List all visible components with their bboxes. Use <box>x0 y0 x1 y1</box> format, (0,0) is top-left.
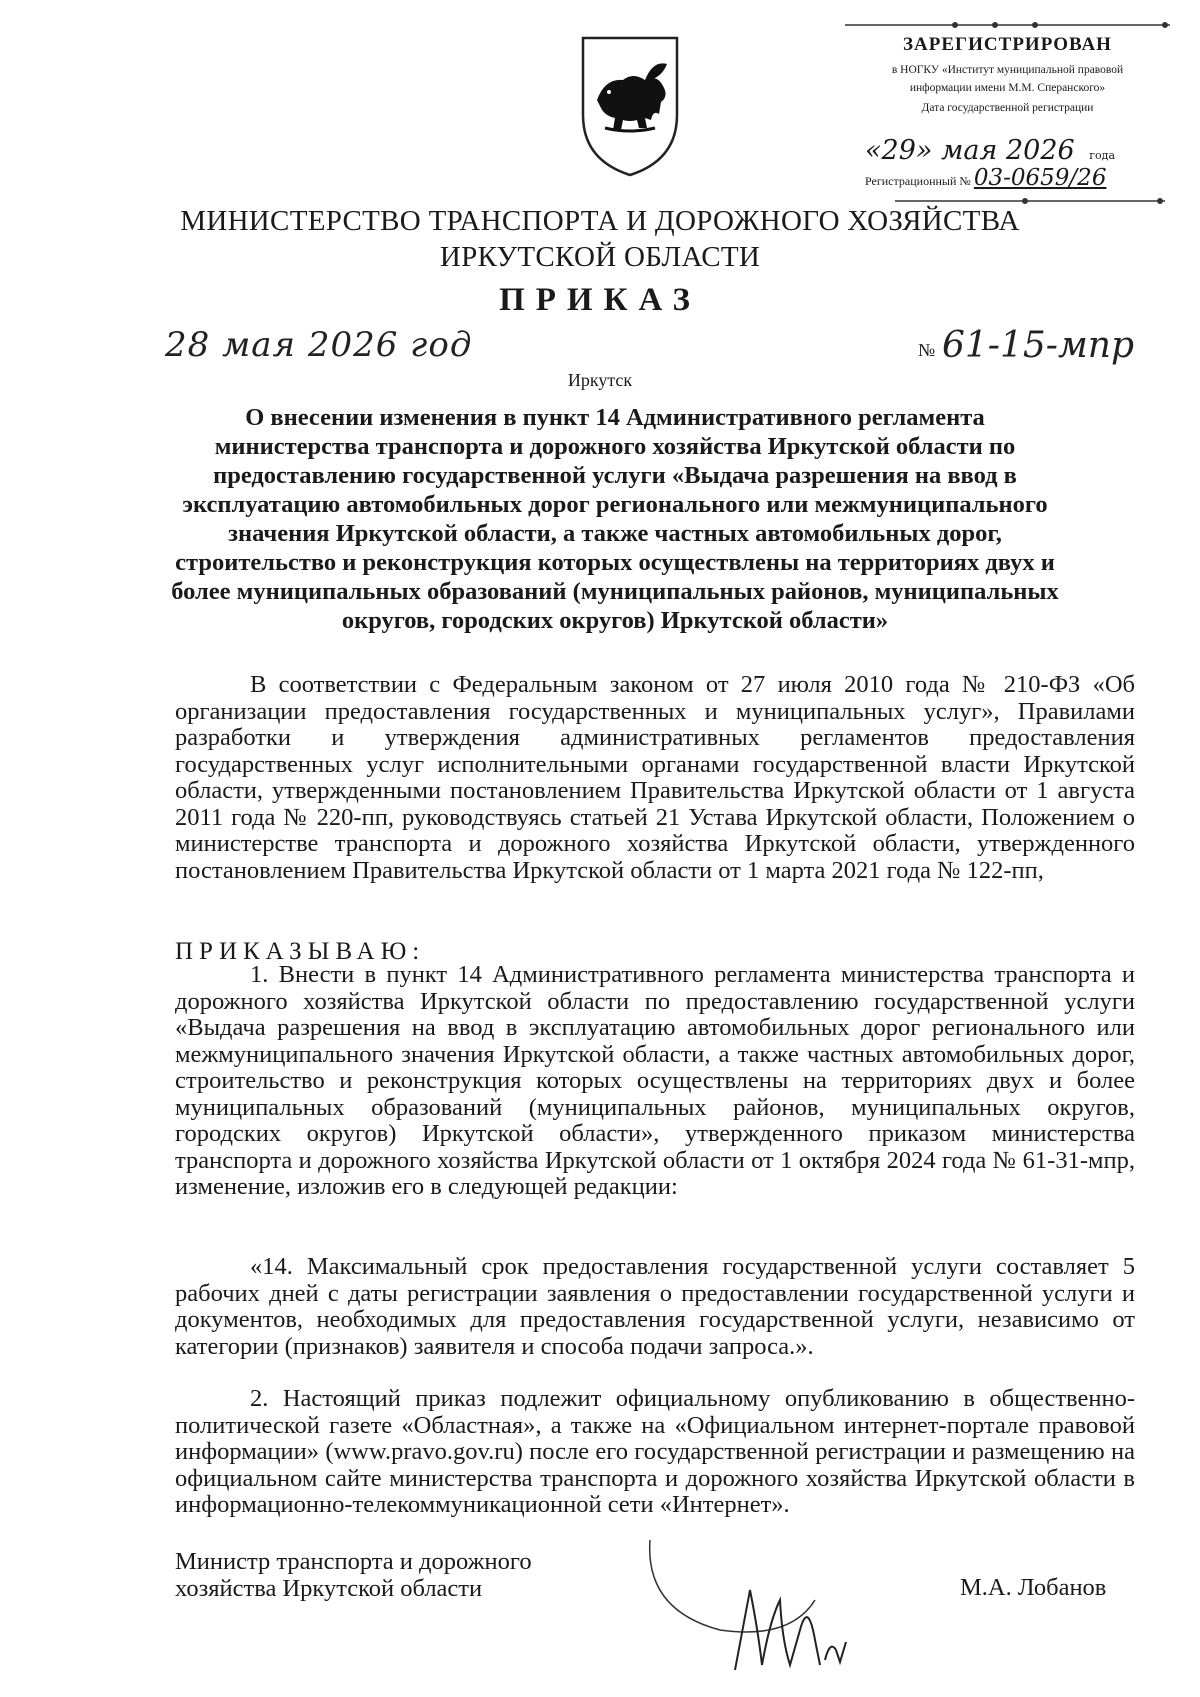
city: Иркутск <box>567 370 633 390</box>
stamp-date-year: 2026 <box>1005 135 1075 166</box>
stamp-date-day: «29» <box>865 135 933 166</box>
stamp-reg-number: 03-0659/26 <box>973 165 1107 191</box>
stamp-date-month: мая <box>941 135 998 166</box>
item-2-paragraph: 2. Настоящий приказ подлежит официальному опубликованию в общественно-политической газете «Областная», а также на «Официальном интернет-портале правовой информации» (www.pravo.gov.ru) после его государственной регистрации и размещению на официальном сайте министерства транспорта и дорожного хозяйства Иркутской области в информационно-телекоммуникационной сети «Интернет». <box>175 1385 1135 1518</box>
document-type: ПРИКАЗ <box>499 282 701 318</box>
handwritten-number: 61-15-мпр <box>942 325 1135 366</box>
item-1-paragraph: 1. Внести в пункт 14 Административного регламента министерства транспорта и дорожного хозяйства Иркутской области по предоставлению государственной услуги «Выдача разрешения на ввод в эксплуатацию автомобильных дорог регионального или межмуниципального значения Иркутской области, а также частных автомобильных дорог, строительство и реконструкция которых осуществлены на территориях двух и более муниципальных образований (муниципальных районов, муниципальных округов, городских округов) Иркутской области», утвержденного приказом министерства транспорта и дорожного хозяйства Иркутской области от 1 октября 2024 года № 61-31-мпр, изменение, изложив его в следующей редакции: <box>175 961 1135 1200</box>
stamp-registration-date <box>865 135 1165 166</box>
signer-position <box>175 1548 532 1602</box>
preamble-paragraph: В соответствии с Федеральным законом от 27 июля 2010 года № 210-ФЗ «Об организации предоставления государственных и муниципальных услуг», Правилами разработки и утверждения административных регламентов предоставления государственных услуг исполнительными органами государственной власти Иркутской области, утвержденными постановлением Правительства Иркутской области от 1 августа 2011 года № 220-пп, руководствуясь статьей 21 Устава Иркутской области, Положением о министерстве транспорта и дорожного хозяйства Иркутской области, утвержденного постановлением Правительства Иркутской области от 1 марта 2021 года № 122-пп, <box>175 671 1135 884</box>
item-1-quote-paragraph: «14. Максимальный срок предоставления государственной услуги составляет 5 рабочих дней с даты регистрации заявления о предоставлении государственной услуги и документов, необходимых для предоставления государственной услуги, независимо от категории (признаков) заявителя и способа подачи запроса.». <box>175 1253 1135 1360</box>
coat-of-arms-icon <box>575 30 685 180</box>
document-heading: О внесении изменения в пункт 14 Административного регламента министерства транспорта и дорожного хозяйства Иркутской области по предоставлению государственной услуги «Выдача разрешения на ввод в эксплуатацию автомобильных дорог регионального или межмуниципального значения Иркутской области, а также частных автомобильных дорог, строительство и реконструкция которых осуществлены на территориях двух и более муниципальных образований (муниципальных районов, муниципальных округов, городских округов) Иркутской области» <box>171 404 1059 634</box>
stamp-institute-line1: в НОГКУ «Институт муниципальной правовой <box>891 64 1124 76</box>
signer-position-line-2: хозяйства Иркутской области <box>175 1575 483 1602</box>
registration-stamp <box>845 10 1170 205</box>
ministry-line-1: МИНИСТЕРСТВО ТРАНСПОРТА И ДОРОЖНОГО ХОЗЯЙСТВА <box>180 205 1020 237</box>
stamp-date-label: Дата государственной регистрации <box>921 102 1094 114</box>
signer-position-line-1: Министр транспорта и дорожного <box>175 1548 532 1575</box>
stamp-year-word: года <box>1089 149 1115 162</box>
handwritten-signature <box>640 1480 900 1680</box>
ministry-line-2: ИРКУТСКОЙ ОБЛАСТИ <box>439 241 761 273</box>
number-sign: № <box>918 340 936 360</box>
stamp-title: ЗАРЕГИСТРИРОВАН <box>903 34 1112 55</box>
stamp-institute-line2: информации имени М.М. Сперанского» <box>909 82 1106 94</box>
handwritten-date: 28 мая 2026 год <box>165 325 473 365</box>
command-word: ПРИКАЗЫВАЮ: <box>175 938 426 965</box>
stamp-registration-number <box>865 165 1170 191</box>
stamp-reg-label: Регистрационный № <box>865 174 971 188</box>
signer-name: М.А. Лобанов <box>960 1574 1107 1601</box>
stamp-ornament-top <box>845 18 1170 32</box>
ministry-name <box>0 203 1200 275</box>
